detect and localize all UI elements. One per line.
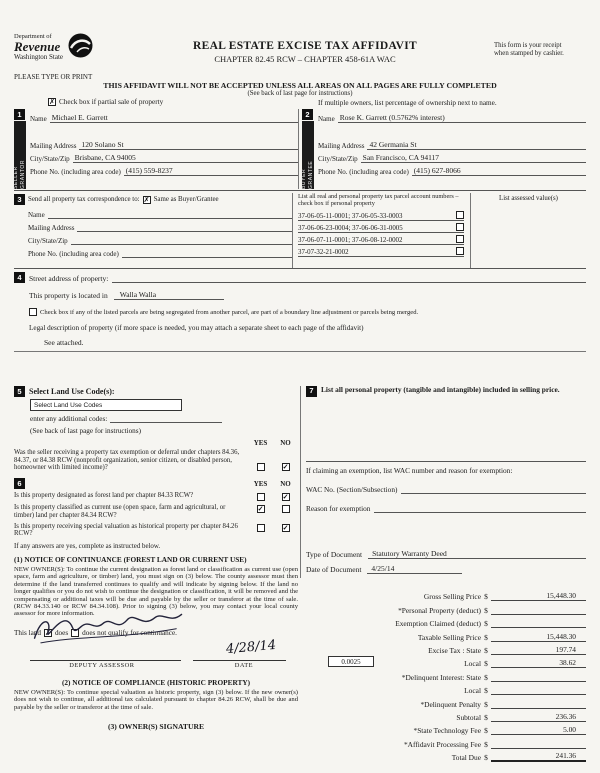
yes-column-label-2: YES [253, 479, 268, 488]
see-back-note-2: (See back of last page for instructions) [30, 427, 141, 435]
correspondence-name-label: Name [28, 211, 45, 219]
money-label: Exemption Claimed (deduct) [395, 619, 481, 629]
dollar-sign: $ [484, 632, 488, 642]
street-address-label: Street address of property: [29, 274, 109, 283]
dollar-sign: $ [484, 659, 488, 669]
current-use-no-checkbox[interactable] [282, 505, 290, 513]
parcel-row [298, 233, 464, 245]
if-any-yes-note: If any answers are yes, complete as instructed below. [14, 542, 161, 550]
wac-number-field[interactable] [401, 485, 586, 494]
dollar-sign: $ [484, 672, 488, 682]
section-5-header [14, 386, 298, 397]
see-back-note: (See back of last page for instructions) [247, 90, 353, 97]
historic-no-checkbox[interactable]: ✓ [282, 523, 289, 532]
no-column-label: NO [280, 439, 291, 447]
parcel-list-header: List all real and personal property tax parcel account numbers – check box if personal property [298, 193, 459, 207]
seller-city-row [30, 150, 298, 163]
land-qualifies-row [14, 627, 298, 640]
section-6-number: 6 [14, 478, 25, 489]
current-use-question [14, 504, 298, 519]
money-label: *Personal Property (deduct) [398, 605, 481, 615]
section-5-yes-no-header [14, 439, 298, 447]
receipt-note-line2: when stamped by cashier. [494, 50, 564, 57]
form-title: REAL ESTATE EXCISE TAX AFFIDAVIT [193, 40, 417, 52]
seller-city-label: City/State/Zip [30, 155, 70, 163]
date-label: DATE [234, 661, 254, 669]
does-qualify-checkbox[interactable]: ✗ [45, 629, 51, 638]
section-4-number: 4 [14, 272, 25, 283]
land-use-title: Select Land Use Code(s): [29, 387, 115, 396]
buyer-name-label: Name [318, 115, 335, 123]
money-row-excise-tax-state [306, 642, 586, 655]
buyer-phone-label: Phone No. (including area code) [318, 168, 409, 176]
dollar-sign: $ [484, 753, 488, 763]
section-7-header [306, 386, 586, 397]
exemption-no-checkbox[interactable]: ✓ [282, 463, 289, 472]
completion-warning: THIS AFFIDAVIT WILL NOT BE ACCEPTED UNLESS ALL AREAS ON ALL PAGES ARE FULLY COMPLETED [103, 81, 497, 90]
buyer-phone-row [318, 163, 586, 176]
column-divider [300, 386, 301, 578]
historic-yes-checkbox[interactable] [257, 524, 265, 532]
receipt-note-line1: This form is your receipt [494, 42, 562, 49]
send-correspondence-label: Send all property tax correspondence to: [28, 196, 140, 203]
seller-name-field[interactable]: Michael E. Garrett [50, 113, 298, 123]
money-row-taxable-selling-price [306, 628, 586, 641]
receipt-note [494, 42, 586, 58]
section-5-number: 5 [14, 386, 25, 397]
property-address-section [14, 268, 586, 352]
historic-no-cell [273, 523, 298, 538]
assessed-values-header: List assessed value(s) [499, 195, 558, 202]
money-label: Gross Selling Price [423, 592, 481, 602]
exemption-block [306, 461, 586, 519]
personal-property-checkbox-2[interactable] [456, 223, 464, 231]
buyer-address-row [318, 137, 586, 150]
parcel-number-field[interactable]: 37-06-06-23-0004; 37-06-06-31-0005 [298, 225, 403, 232]
notice-continuance-text: NEW OWNER(S): To continue the current designation as forest land or classification as current use (open space, farm and agriculture, or timber) land, you must sign on (3) below. The county assessor must then determine if the land transferred continues to qualify and will indicate by signing below. If the land no longer qualifies or you do not wish to continue the designation or classification, it will be removed and the compensating or additional taxes will be due and payable by the seller or transferor at the time of sale. (RCW 84.33.140 or RCW 84.34.108). Prior to signing (3) below, you may contact your local county assessor for more information. [14, 565, 298, 618]
dollar-sign: $ [484, 645, 488, 655]
form-subtitle: CHAPTER 82.45 RCW – CHAPTER 458-61A WAC [214, 54, 396, 64]
historic-property-question [14, 523, 298, 538]
additional-codes-label: enter any additional codes: [30, 415, 108, 423]
money-row-exemption-claimed [306, 615, 586, 628]
money-row-delinquent-interest-state [306, 668, 586, 681]
correspondence-phone-label: Phone No. (including area code) [28, 250, 119, 258]
seller-phone-field[interactable]: (415) 559-8237 [124, 166, 298, 176]
money-label: *Delinquent Interest: State [401, 672, 481, 682]
assessor-signature-labels [14, 662, 298, 669]
buyer-city-field[interactable]: San Francisco, CA 94117 [361, 153, 586, 163]
form-title-block [140, 40, 470, 64]
correspondence-name-row [28, 206, 292, 219]
excise-tax-state-field[interactable]: 197.74 [491, 645, 586, 655]
seller-side-column [14, 109, 26, 189]
exemption-yes-checkbox[interactable] [257, 463, 265, 471]
buyer-name-gap [318, 123, 586, 137]
parcel-row [298, 245, 464, 257]
does-not-qualify-checkbox[interactable] [71, 629, 79, 637]
correspondence-phone-row [28, 245, 292, 258]
additional-codes-row [30, 415, 298, 423]
located-in-field[interactable]: Walla Walla [114, 290, 224, 300]
section-7-number: 7 [306, 386, 317, 397]
exemption-yes-cell [248, 449, 273, 472]
same-as-buyer-checkbox[interactable]: ✗ [143, 195, 150, 204]
agency-name-text [14, 33, 63, 61]
this-land-label: This land [14, 629, 41, 638]
money-label: Total Due [451, 753, 481, 763]
current-use-yes-cell [248, 504, 273, 519]
current-use-question-text: Is this property classified as current use (open space, farm and agricultural, or timber) land per chapter 84.34 RCW? [14, 504, 226, 519]
correspondence-address-label: Mailing Address [28, 224, 75, 232]
forest-land-question-text: Is this property designated as forest land per chapter 84.33 RCW? [14, 492, 194, 500]
legal-description-label: Legal description of property (if more space is needed, you may attach a separate sheet to each page of the affidavit) [29, 324, 364, 332]
tax-correspondence-section [14, 190, 586, 268]
selling-price-column [306, 386, 586, 762]
seller-side-word2: GRANTOR [19, 159, 26, 189]
buyer-side-word2: GRANTEE [307, 160, 314, 189]
section-6-header [14, 478, 298, 489]
gross-selling-price-field[interactable]: 15,448.30 [491, 591, 586, 601]
money-row-personal-property-deduct [306, 601, 586, 614]
money-row-state-technology-fee [306, 722, 586, 735]
historic-property-question-text: Is this property receiving special valuation as historical property per chapter 84.26 RCW? [14, 522, 238, 538]
seller-buyer-sections [14, 109, 586, 189]
parcel-row [298, 221, 464, 233]
seller-phone-row [30, 163, 298, 176]
does-not-label: does not qualify for continuance. [82, 629, 177, 638]
correspondence-header-row [14, 193, 292, 206]
seller-name-label: Name [30, 115, 47, 123]
seller-address-row [30, 137, 298, 150]
excise-tax-table [306, 588, 586, 762]
buyer-city-row [318, 150, 586, 163]
does-label: does [54, 629, 69, 638]
document-date-label: Date of Document [306, 565, 362, 574]
money-label: Taxable Selling Price [417, 632, 481, 642]
buyer-side-column [302, 109, 314, 189]
personal-property-checkbox-1[interactable] [456, 211, 464, 219]
exemption-deferral-question-text: Was the seller receiving a property tax exemption or deferral under chapters 84.36, 84.37, or 84.38 RCW (nonprofit organization, senior citizen, or disabled person, homeowner with limited income)? [14, 449, 240, 472]
section-2-number: 2 [302, 109, 313, 120]
parcel-row [298, 209, 464, 221]
exemption-note: If claiming an exemption, list WAC number and reason for exemption: [306, 466, 513, 475]
parcel-numbers-block [292, 193, 586, 268]
deputy-assessor-label: DEPUTY ASSESSOR [69, 661, 135, 669]
money-label: Excise Tax : State [428, 645, 481, 655]
forest-land-question [14, 492, 298, 501]
agency-state-line: Washington State [14, 53, 64, 61]
correspondence-phone-field[interactable] [122, 257, 292, 258]
forest-yes-checkbox[interactable] [257, 493, 265, 501]
agency-logo-block [14, 33, 93, 61]
correspondence-city-row [28, 232, 292, 245]
buyer-name-row [318, 110, 586, 123]
taxable-selling-price-field[interactable]: 15,448.30 [491, 632, 586, 642]
segregated-row [29, 308, 586, 316]
buyer-grantee-sidebar [302, 121, 314, 189]
partial-sale-checkbox[interactable]: ✗ [49, 98, 55, 106]
correspondence-city-label: City/State/Zip [28, 237, 68, 245]
buyer-phone-field[interactable]: (415) 627-8066 [412, 166, 586, 176]
buyer-address-field[interactable]: 42 Germania St [367, 140, 586, 150]
local-rate-box[interactable]: 0.0025 [328, 656, 374, 667]
document-date-row [306, 564, 586, 574]
partial-sale-label: Check box if partial sale of property [59, 98, 164, 106]
exemption-deferral-question [14, 449, 298, 472]
segregated-label: Check box if any of the listed parcels are being segregated from another parcel, are part of a boundary line adjustment or parcels being merged. [40, 308, 419, 316]
money-label: Local [464, 659, 481, 669]
multiple-owners-note: If multiple owners, list percentage of ownership next to name. [318, 99, 497, 107]
land-use-code-select[interactable]: Select Land Use Codes [30, 399, 182, 411]
money-label: *Affidavit Processing Fee [403, 739, 481, 749]
type-or-print-label: PLEASE TYPE OR PRINT [14, 73, 93, 81]
dollar-sign: $ [484, 739, 488, 749]
buyer-side-word1: BUYER [301, 168, 307, 189]
exemption-reason-field[interactable] [374, 504, 586, 513]
dollar-sign: $ [484, 726, 488, 736]
forest-no-checkbox[interactable]: ✓ [282, 493, 289, 502]
seller-address-field[interactable]: 120 Solano St [79, 140, 298, 150]
dollar-sign: $ [484, 592, 488, 602]
deputy-assessor-signature-line[interactable] [30, 651, 181, 661]
dollar-sign: $ [484, 712, 488, 722]
money-row-delinquent-interest-local [306, 682, 586, 695]
assessed-values-column [470, 193, 586, 268]
dollar-sign: $ [484, 605, 488, 615]
correspondence-address-row [28, 219, 292, 232]
buyer-fields [318, 109, 586, 189]
money-label: Subtotal [456, 712, 481, 722]
land-use-column [14, 386, 298, 731]
personal-property-list-area[interactable] [306, 397, 586, 461]
section-3-number: 3 [14, 194, 25, 205]
notice-compliance-text: NEW OWNER(S): To continue special valuation as historic property, sign (3) below. If the new owner(s) does not wish to continue, all additional tax calculated pursuant to chapter 84.26 RCW, shall be due and payable by the seller or transferor at the time of sale. [14, 688, 298, 711]
current-use-no-cell [273, 504, 298, 519]
current-use-yes-checkbox[interactable]: ✓ [257, 505, 264, 514]
money-row-total-due [306, 749, 586, 762]
seller-side-word1: SELLER [13, 166, 19, 189]
seller-address-label: Mailing Address [30, 142, 77, 150]
parcel-number-field[interactable]: 37-06-07-11-0001; 37-06-08-12-0002 [298, 237, 403, 244]
dollar-sign: $ [484, 619, 488, 629]
owners-signature-title: (3) OWNER(S) SIGNATURE [107, 721, 205, 731]
additional-codes-input[interactable] [110, 415, 222, 423]
dollar-sign: $ [484, 699, 488, 709]
document-type-row [306, 549, 586, 559]
exemption-no-cell [273, 449, 298, 472]
parcel-list [298, 193, 466, 268]
excise-tax-local-field[interactable]: 38.62 [491, 658, 586, 668]
seller-section [14, 109, 298, 189]
no-column-label-2: NO [280, 479, 291, 488]
street-address-row [14, 272, 586, 283]
same-as-buyer-label: Same as Buyer/Grantee [153, 196, 219, 203]
parcel-number-field[interactable]: 37-07-32-21-0002 [298, 249, 349, 256]
assessor-signature-lines [14, 637, 298, 661]
located-in-label: This property is located in [29, 291, 108, 300]
subtotal-field[interactable]: 236.36 [491, 712, 586, 722]
money-label: *Delinquent Penalty [420, 699, 481, 709]
seller-fields [30, 109, 298, 189]
street-address-field[interactable] [112, 274, 586, 283]
buyer-name-field[interactable]: Rose K. Garrett (0.5762% interest) [338, 113, 586, 123]
notice-continuance-title: (1) NOTICE OF CONTINUANCE (FOREST LAND OR CURRENT USE) [14, 554, 247, 564]
buyer-section [298, 109, 586, 189]
correspondence-fields [14, 193, 292, 268]
located-in-row [29, 290, 586, 300]
personal-property-title: List all personal property (tangible and intangible) included in selling price. [321, 385, 560, 394]
agency-revenue-line: Revenue [14, 39, 61, 54]
section-1-number: 1 [14, 109, 25, 120]
money-row-gross-selling-price [306, 588, 586, 601]
agency-dept-line: Department of [14, 33, 52, 40]
dor-logo-icon [68, 33, 93, 58]
document-type-label: Type of Document [306, 550, 363, 559]
yes-column-label: YES [253, 439, 268, 447]
money-row-delinquent-penalty [306, 695, 586, 708]
parcel-number-field[interactable]: 37-06-05-11-0001; 37-06-05-33-0003 [298, 213, 403, 220]
notice-compliance-title: (2) NOTICE OF COMPLIANCE (HISTORIC PROPERTY) [61, 677, 251, 687]
personal-property-checkbox-4[interactable] [456, 247, 464, 255]
total-due-field[interactable]: 241.36 [491, 751, 586, 762]
money-label: *State Technology Fee [413, 726, 481, 736]
seller-name-row [30, 110, 298, 123]
wac-number-row [306, 485, 586, 494]
forest-no-cell [273, 492, 298, 501]
partial-sale-row [48, 98, 163, 106]
wac-number-label: WAC No. (Section/Subsection) [306, 485, 398, 494]
seller-phone-label: Phone No. (including area code) [30, 168, 121, 176]
buyer-city-label: City/State/Zip [318, 155, 358, 163]
money-label: Local [464, 686, 481, 696]
legal-description-value[interactable]: See attached. [44, 338, 84, 347]
handwritten-date: 4/28/14 [225, 637, 277, 657]
exemption-reason-label: Reason for exemption [306, 504, 371, 513]
historic-yes-cell [248, 523, 273, 538]
seller-name-gap [30, 123, 298, 137]
state-technology-fee-field[interactable]: 5.00 [491, 725, 586, 735]
buyer-address-label: Mailing Address [318, 142, 365, 150]
seller-grantor-sidebar [14, 121, 26, 189]
exemption-reason-row [306, 504, 586, 513]
seller-city-field[interactable]: Brisbane, CA 94005 [73, 153, 298, 163]
dollar-sign: $ [484, 686, 488, 696]
segregated-checkbox[interactable] [29, 308, 37, 316]
forest-yes-cell [248, 492, 273, 501]
money-row-affidavit-processing-fee [306, 735, 586, 748]
document-type-field[interactable]: Statutory Warranty Deed [368, 549, 586, 559]
money-row-excise-tax-local [306, 655, 586, 668]
money-row-subtotal [306, 709, 586, 722]
personal-property-checkbox-3[interactable] [456, 235, 464, 243]
document-date-field[interactable]: 4/25/14 [367, 564, 462, 574]
